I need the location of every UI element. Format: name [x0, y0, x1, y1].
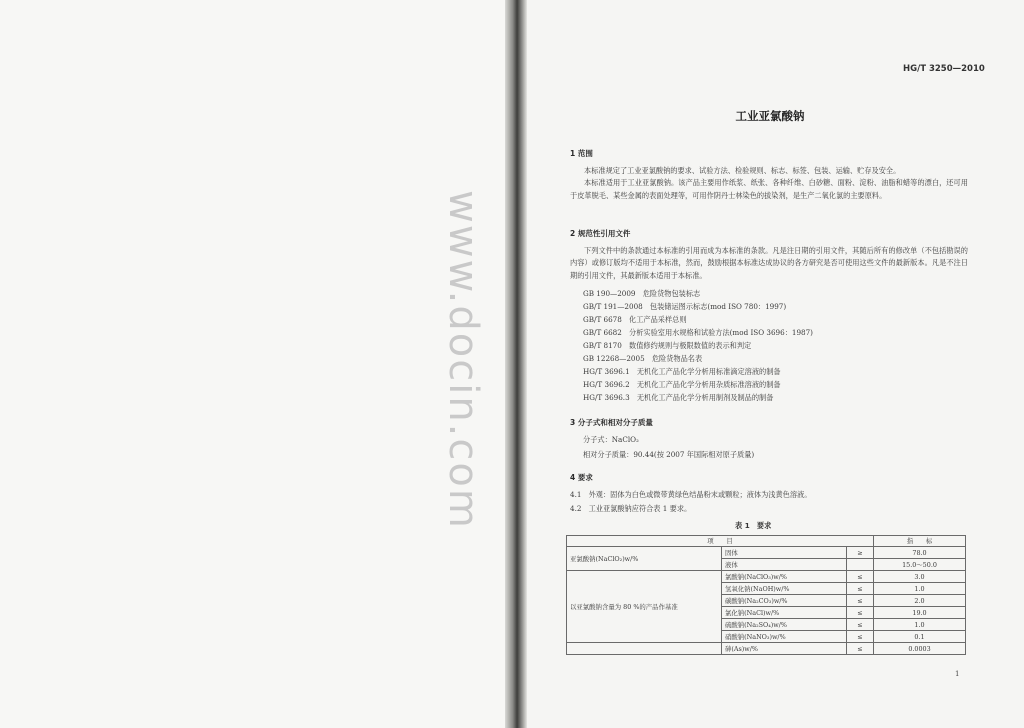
reference-item: GB 12268—2005 危险货物品名表 — [583, 354, 703, 363]
row-symbol: ≤ — [847, 571, 874, 583]
row-symbol: ≤ — [847, 643, 874, 655]
reference-item: HG/T 3696.2 无机化工产品化学分析用杂质标准溶液的制备 — [583, 380, 781, 389]
row-item: 硫酸钠(Na₂SO₄)w/% — [722, 619, 847, 631]
row-value: 15.0～50.0 — [874, 559, 966, 571]
requirement-appearance: 4.1 外观：固体为白色或微带黄绿色结晶粉末或颗粒；液体为浅黄色溶液。 — [570, 490, 812, 499]
reference-item: GB/T 6682 分析实验室用水规格和试验方法(mod ISO 3696：1987) — [583, 328, 813, 337]
table-header-row — [567, 536, 966, 547]
page-number: 1 — [955, 670, 960, 678]
row-item: 碳酸钠(Na₂CO₃)w/% — [722, 595, 847, 607]
group-label-basis: 以亚氯酸钠含量为 80 %的产品作基准 — [567, 571, 722, 643]
row-symbol: ≤ — [847, 631, 874, 643]
group-label-sodium-chlorite: 亚氯酸钠(NaClO₂)w/% — [567, 547, 722, 571]
header-item: 项 目 — [567, 536, 874, 547]
reference-item: GB/T 6678 化工产品采样总则 — [583, 315, 687, 324]
row-symbol: ≥ — [847, 547, 874, 559]
document-title: 工业亚氯酸钠 — [735, 109, 805, 123]
row-value: 0.0003 — [874, 643, 966, 655]
book-gutter — [505, 0, 527, 728]
row-item: 液体 — [722, 559, 847, 571]
references-intro — [570, 245, 968, 282]
molecular-mass: 相对分子质量：90.44(按 2007 年国际相对原子质量) — [583, 450, 755, 459]
row-value: 1.0 — [874, 583, 966, 595]
watermark-text: www.docin.com — [440, 190, 486, 530]
molecular-formula: 分子式：NaClO₂ — [583, 435, 639, 444]
table-row — [567, 547, 966, 559]
header-index: 指 标 — [874, 536, 966, 547]
references-intro-paragraph: 下列文件中的条款通过本标准的引用而成为本标准的条款。凡是注日期的引用文件，其随后所有的修改单（不包括勘误的内容）或修订版均不适用于本标准，然而，鼓励根据本标准达成协议的各方研究是否可使用这些文件的最新版本。凡是不注日期的引用文件，其最新版本适用于本标准。 — [570, 246, 968, 280]
row-value: 1.0 — [874, 619, 966, 631]
requirements-table — [566, 535, 966, 655]
table-caption: 表 1 要求 — [735, 521, 772, 530]
row-symbol: ≤ — [847, 595, 874, 607]
row-value: 19.0 — [874, 607, 966, 619]
reference-item: HG/T 3696.1 无机化工产品化学分析用标准滴定溶液的制备 — [583, 367, 781, 376]
row-item: 氯酸钠(NaClO₃)w/% — [722, 571, 847, 583]
scope-paragraph: 本标准适用于工业亚氯酸钠。该产品主要用作纸浆、纸张、各种纤维、白砂糖、面粉、淀粉、油脂和蜡等的漂白，还可用于皮革脱毛、某些金属的表面处理等，可用作阴丹士林染色的拔染剂，是生产二氧化氯的主要原料。 — [570, 178, 968, 200]
section-heading-scope: 1 范围 — [570, 149, 593, 158]
row-symbol: ≤ — [847, 583, 874, 595]
row-symbol: ≤ — [847, 607, 874, 619]
reference-item: GB/T 191—2008 包装储运图示标志(mod ISO 780：1997) — [583, 302, 787, 311]
document-code: HG/T 3250—2010 — [903, 64, 985, 74]
scope-text — [570, 165, 968, 202]
watermark — [440, 190, 486, 530]
reference-item: HG/T 3696.3 无机化工产品化学分析用制剂及制品的制备 — [583, 393, 774, 402]
section-heading-formula: 3 分子式和相对分子质量 — [570, 418, 653, 427]
row-item: 硝酸钠(NaNO₃)w/% — [722, 631, 847, 643]
scope-paragraph: 本标准规定了工业亚氯酸钠的要求、试验方法、检验规则、标志、标签、包装、运输、贮存及安全。 — [584, 166, 901, 175]
left-blank-page — [0, 0, 505, 728]
row-value: 2.0 — [874, 595, 966, 607]
row-item: 固体 — [722, 547, 847, 559]
row-item: 氯化钠(NaCl)w/% — [722, 607, 847, 619]
table-row — [567, 571, 966, 583]
row-value: 78.0 — [874, 547, 966, 559]
row-value: 0.1 — [874, 631, 966, 643]
section-heading-requirements: 4 要求 — [570, 473, 593, 482]
reference-item: GB 190—2009 危险货物包装标志 — [583, 289, 701, 298]
section-heading-references: 2 规范性引用文件 — [570, 229, 631, 238]
table-row — [567, 643, 966, 655]
group-label-empty — [567, 643, 722, 655]
row-symbol: ≤ — [847, 619, 874, 631]
row-item: 氢氧化钠(NaOH)w/% — [722, 583, 847, 595]
requirement-table-reference: 4.2 工业亚氯酸钠应符合表 1 要求。 — [570, 504, 692, 513]
row-symbol — [847, 559, 874, 571]
row-item: 砷(As)w/% — [722, 643, 847, 655]
reference-item: GB/T 8170 数值修约规则与极限数值的表示和判定 — [583, 341, 752, 350]
row-value: 3.0 — [874, 571, 966, 583]
